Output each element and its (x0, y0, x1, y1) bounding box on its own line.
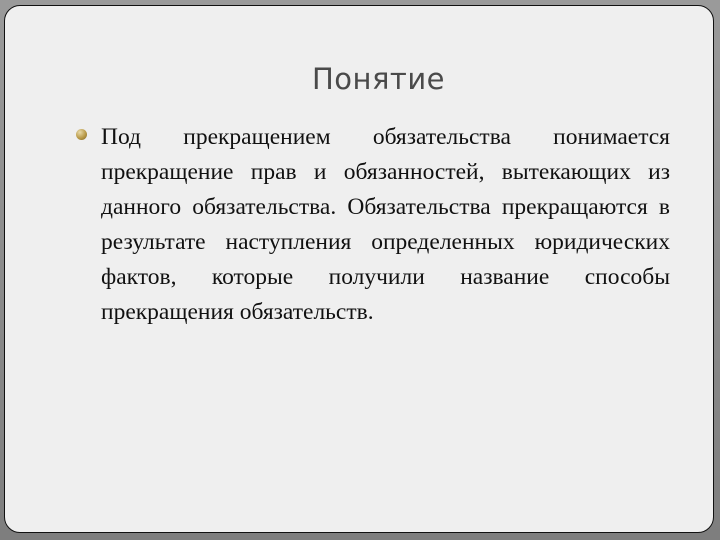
body-paragraph: Под прекращением обязательства понимается прекращение прав и обязанностей, вытекающих из данного обязательства. Обязательства прекращаются в результате наступления определенных юридических фактов, которые получили название способы прекращения обязательств. (101, 124, 670, 325)
bullet-icon (76, 129, 87, 140)
slide-title: Понятие (311, 62, 446, 96)
